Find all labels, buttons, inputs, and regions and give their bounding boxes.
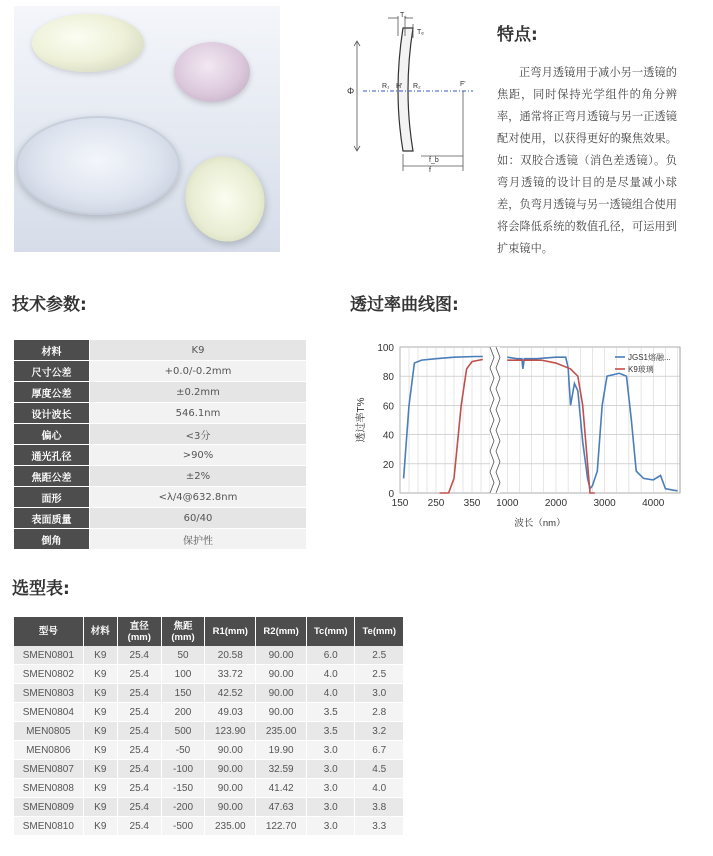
- lens-diagram: [343, 6, 478, 176]
- spec-row: [14, 424, 306, 445]
- spec-key: 材料: [14, 340, 90, 361]
- selection-header: Te(mm): [355, 617, 404, 646]
- spec-row: [14, 361, 306, 382]
- spec-value: >90%: [90, 445, 307, 466]
- table-cell: 25.4: [117, 798, 161, 817]
- spec-value: 546.1nm: [90, 403, 307, 424]
- table-cell: 2.5: [355, 665, 404, 684]
- table-cell: 3.2: [355, 722, 404, 741]
- table-cell: 20.58: [205, 646, 256, 665]
- table-cell: 25.4: [117, 665, 161, 684]
- spec-value: ±2%: [90, 466, 307, 487]
- lens-yellow: [32, 14, 144, 72]
- table-cell: 50: [161, 646, 205, 665]
- legend-label: K9玻璃: [628, 365, 654, 374]
- table-cell: 4.0: [307, 684, 355, 703]
- table-cell: 4.0: [307, 665, 355, 684]
- table-row: [14, 760, 404, 779]
- table-cell: 200: [161, 703, 205, 722]
- table-cell: K9: [83, 703, 117, 722]
- table-cell: 3.5: [307, 722, 355, 741]
- table-cell: K9: [83, 760, 117, 779]
- table-row: [14, 741, 404, 760]
- spec-key: 偏心: [14, 424, 90, 445]
- table-cell: K9: [83, 646, 117, 665]
- table-cell: 3.0: [307, 779, 355, 798]
- table-cell: SMEN0803: [14, 684, 83, 703]
- y-axis-label: 透过率T%: [356, 397, 367, 443]
- spec-row: [14, 508, 306, 529]
- table-cell: 3.0: [355, 684, 404, 703]
- transmission-chart: [350, 335, 690, 540]
- lens-purple: [174, 42, 250, 102]
- spec-value: <λ/4@632.8nm: [90, 487, 307, 508]
- table-cell: 3.0: [307, 798, 355, 817]
- table-cell: 3.3: [355, 817, 404, 836]
- table-cell: SMEN0808: [14, 779, 83, 798]
- table-cell: 42.52: [205, 684, 256, 703]
- table-cell: 90.00: [256, 665, 307, 684]
- table-cell: K9: [83, 779, 117, 798]
- table-cell: MEN0806: [14, 741, 83, 760]
- table-cell: 6.0: [307, 646, 355, 665]
- table-cell: 41.42: [256, 779, 307, 798]
- table-cell: -500: [161, 817, 205, 836]
- table-cell: 3.5: [307, 703, 355, 722]
- table-cell: 25.4: [117, 817, 161, 836]
- table-cell: -100: [161, 760, 205, 779]
- table-cell: K9: [83, 684, 117, 703]
- table-cell: -150: [161, 779, 205, 798]
- table-cell: 19.90: [256, 741, 307, 760]
- table-cell: -200: [161, 798, 205, 817]
- table-cell: 4.5: [355, 760, 404, 779]
- x-tick-label: 1000: [496, 498, 519, 509]
- table-cell: SMEN0801: [14, 646, 83, 665]
- table-row: [14, 703, 404, 722]
- spec-value: ±0.2mm: [90, 382, 307, 403]
- table-row: [14, 817, 404, 836]
- selection-header: R1(mm): [205, 617, 256, 646]
- spec-value: <3分: [90, 424, 307, 445]
- y-tick-label: 100: [377, 343, 394, 354]
- table-cell: 4.0: [355, 779, 404, 798]
- spec-row: [14, 340, 306, 361]
- table-cell: 33.72: [205, 665, 256, 684]
- spec-row: [14, 403, 306, 424]
- specs-table: [14, 340, 306, 550]
- x-tick-label: 250: [427, 498, 445, 509]
- table-cell: 25.4: [117, 703, 161, 722]
- table-cell: 90.00: [205, 798, 256, 817]
- spec-value: K9: [90, 340, 307, 361]
- table-cell: 100: [161, 665, 205, 684]
- table-cell: 25.4: [117, 741, 161, 760]
- table-cell: 25.4: [117, 779, 161, 798]
- selection-header: 材料: [83, 617, 117, 646]
- selection-table: [14, 617, 404, 836]
- diagram-te: Tₑ: [417, 29, 424, 36]
- table-cell: K9: [83, 798, 117, 817]
- table-row: [14, 798, 404, 817]
- table-cell: 150: [161, 684, 205, 703]
- lens-small: [174, 145, 277, 252]
- table-cell: 32.59: [256, 760, 307, 779]
- spec-value: +0.0/-0.2mm: [90, 361, 307, 382]
- table-cell: 123.90: [205, 722, 256, 741]
- spec-row: [14, 466, 306, 487]
- x-tick-label: 4000: [642, 498, 665, 509]
- table-cell: 2.8: [355, 703, 404, 722]
- features-title: 特点:: [497, 25, 538, 45]
- table-cell: 25.4: [117, 684, 161, 703]
- selection-header: Tc(mm): [307, 617, 355, 646]
- diagram-phi: Φ: [347, 86, 355, 96]
- diagram-h: H': [396, 83, 403, 90]
- table-cell: K9: [83, 665, 117, 684]
- table-cell: 235.00: [205, 817, 256, 836]
- spec-row: [14, 487, 306, 508]
- spec-key: 面形: [14, 487, 90, 508]
- spec-value: 保护性: [90, 529, 307, 550]
- table-row: [14, 665, 404, 684]
- table-cell: -50: [161, 741, 205, 760]
- table-cell: 90.00: [205, 779, 256, 798]
- x-tick-label: 150: [391, 498, 409, 509]
- y-tick-label: 60: [382, 401, 394, 413]
- table-row: [14, 684, 404, 703]
- table-cell: SMEN0807: [14, 760, 83, 779]
- table-cell: 3.0: [307, 760, 355, 779]
- table-cell: 235.00: [256, 722, 307, 741]
- x-tick-label: 3000: [593, 498, 616, 509]
- diagram-r2: R₂: [413, 83, 421, 90]
- table-cell: SMEN0802: [14, 665, 83, 684]
- table-cell: 90.00: [256, 684, 307, 703]
- table-cell: 6.7: [355, 741, 404, 760]
- diagram-r1: R₁: [382, 83, 390, 90]
- table-cell: 2.5: [355, 646, 404, 665]
- table-cell: SMEN0809: [14, 798, 83, 817]
- product-photo: [14, 6, 280, 252]
- table-row: [14, 779, 404, 798]
- spec-value: 60/40: [90, 508, 307, 529]
- y-tick-label: 80: [382, 372, 394, 384]
- spec-key: 尺寸公差: [14, 361, 90, 382]
- diagram-fb: f_b: [429, 157, 439, 164]
- spec-key: 焦距公差: [14, 466, 90, 487]
- spec-key: 设计波长: [14, 403, 90, 424]
- spec-row: [14, 382, 306, 403]
- curve-title: 透过率曲线图:: [350, 295, 459, 315]
- table-cell: K9: [83, 741, 117, 760]
- spec-key: 表面质量: [14, 508, 90, 529]
- axis-break: [490, 347, 500, 493]
- table-cell: K9: [83, 817, 117, 836]
- table-cell: 3.0: [307, 817, 355, 836]
- table-cell: 3.0: [307, 741, 355, 760]
- table-cell: 90.00: [256, 646, 307, 665]
- table-cell: 25.4: [117, 722, 161, 741]
- selection-title: 选型表:: [12, 579, 70, 599]
- diagram-fprime: F': [460, 81, 466, 88]
- table-cell: 3.8: [355, 798, 404, 817]
- spec-row: [14, 529, 306, 550]
- specs-title: 技术参数:: [12, 295, 87, 315]
- table-cell: 90.00: [256, 703, 307, 722]
- table-cell: 500: [161, 722, 205, 741]
- spec-key: 倒角: [14, 529, 90, 550]
- selection-header: R2(mm): [256, 617, 307, 646]
- table-cell: 25.4: [117, 760, 161, 779]
- table-cell: MEN0805: [14, 722, 83, 741]
- y-tick-label: 40: [382, 430, 394, 442]
- features-body: 正弯月透镜用于减小另一透镜的焦距，同时保持光学组件的角分辨率，通常将正弯月透镜与另一正透镜配对使用，以获得更好的聚焦效果。如：双胶合透镜（消色差透镜）。负弯月透镜的设计目的是尽量减小球差，负弯月透镜与另一透镜组合使用将会降低系统的数值孔径，可运用到扩束镜中。: [497, 66, 677, 255]
- spec-key: 通光孔径: [14, 445, 90, 466]
- table-row: [14, 722, 404, 741]
- selection-header: 直径 (mm): [117, 617, 161, 646]
- table-cell: 122.70: [256, 817, 307, 836]
- table-cell: 47.63: [256, 798, 307, 817]
- table-cell: 90.00: [205, 741, 256, 760]
- spec-row: [14, 445, 306, 466]
- table-cell: SMEN0804: [14, 703, 83, 722]
- x-tick-label: 2000: [544, 498, 568, 509]
- y-tick-label: 20: [382, 459, 394, 471]
- spec-key: 厚度公差: [14, 382, 90, 403]
- table-cell: 49.03: [205, 703, 256, 722]
- y-tick-label: 0: [388, 489, 394, 500]
- x-tick-label: 350: [463, 498, 481, 509]
- x-axis-label: 波长（nm）: [514, 518, 566, 529]
- lens-large: [16, 116, 180, 215]
- table-cell: 25.4: [117, 646, 161, 665]
- table-row: [14, 646, 404, 665]
- table-cell: 90.00: [205, 760, 256, 779]
- selection-header: 焦距 (mm): [161, 617, 205, 646]
- diagram-f: f: [429, 167, 431, 174]
- selection-header: 型号: [14, 617, 83, 646]
- table-cell: K9: [83, 722, 117, 741]
- diagram-tc: T꜀: [400, 12, 407, 19]
- legend-label: JGS1熔融...: [628, 353, 671, 362]
- table-cell: SMEN0810: [14, 817, 83, 836]
